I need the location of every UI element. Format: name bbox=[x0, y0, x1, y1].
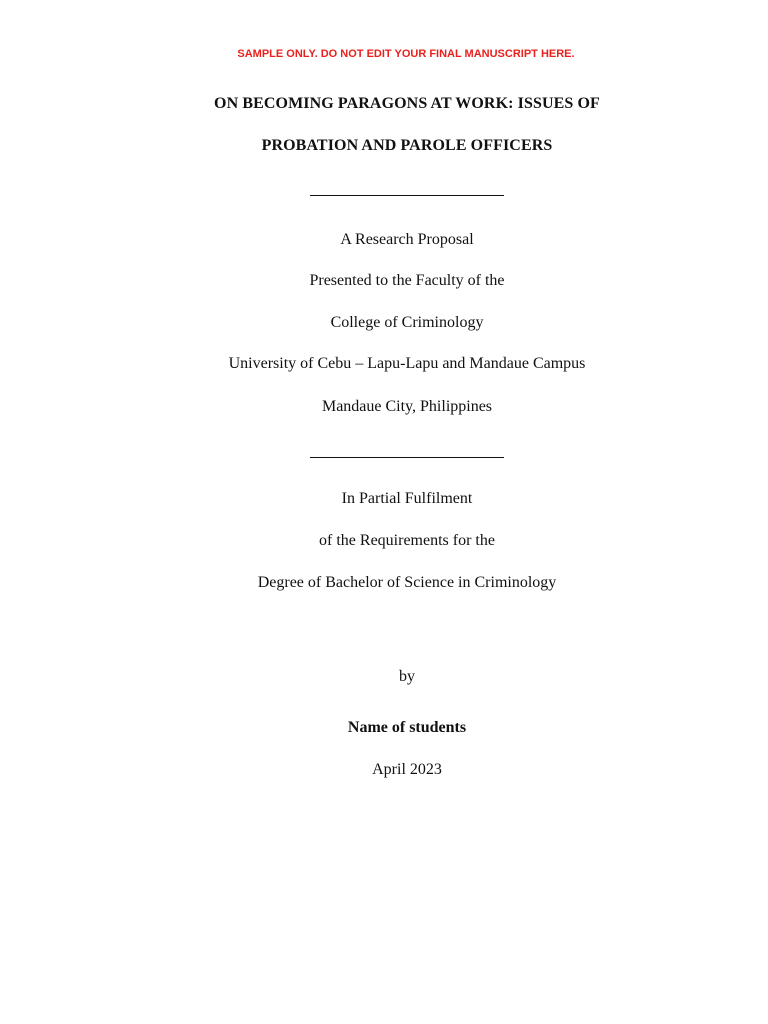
proposal-line-1: A Research Proposal bbox=[340, 231, 474, 248]
fulfilment-line-2: of the Requirements for the bbox=[319, 532, 495, 549]
by-line: by bbox=[399, 668, 415, 685]
title-line-1: ON BECOMING PARAGONS AT WORK: ISSUES OF bbox=[214, 95, 600, 112]
divider-middle bbox=[310, 457, 504, 458]
divider-top bbox=[310, 195, 504, 196]
title-line-2: PROBATION AND PAROLE OFFICERS bbox=[261, 137, 553, 154]
sample-notice: SAMPLE ONLY. DO NOT EDIT YOUR FINAL MANUSCRIPT HERE. bbox=[237, 48, 575, 60]
fulfilment-line-1: In Partial Fulfilment bbox=[341, 490, 473, 507]
fulfilment-line-3: Degree of Bachelor of Science in Criminology bbox=[257, 574, 557, 591]
proposal-line-4: University of Cebu – Lapu-Lapu and Mandaue Campus bbox=[228, 355, 586, 372]
proposal-line-5: Mandaue City, Philippines bbox=[321, 398, 493, 415]
proposal-line-2: Presented to the Faculty of the bbox=[309, 272, 505, 289]
proposal-line-3: College of Criminology bbox=[330, 314, 484, 331]
student-names: Name of students bbox=[347, 719, 467, 736]
submission-date: April 2023 bbox=[372, 761, 442, 778]
